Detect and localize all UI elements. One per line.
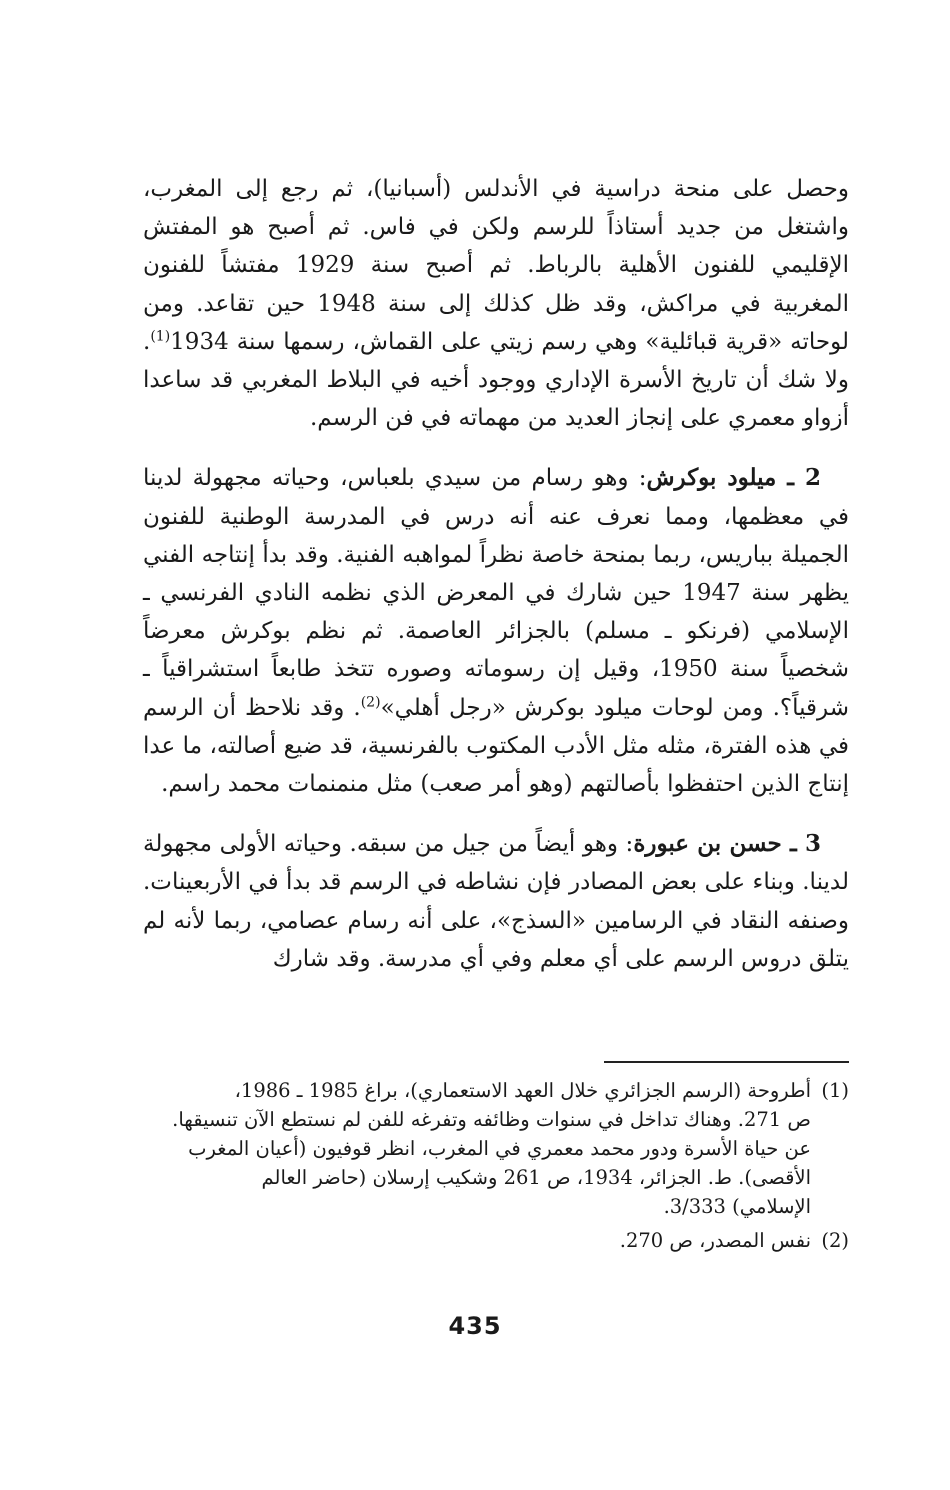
paragraph-1-text: وحصل على منحة دراسية في الأندلس (أسبانيا)، ثم رجع إلى المغرب، واشتغل من جديد أستاذاً للرسم ولكن في فاس. ثم أصبح هو المفتش الإقليمي للفنون الأهلية بالرباط. ثم أصبح سنة 1929 مفتشاً للفنون المغربية في مراكش، وقد ظل كذلك إلى سنة 1948 حين تقاعد. ومن لوحاته «قرية قبائلية» وهي رسم زيتي على القماش، رسمها سنة 1934 [143,176,850,355]
footnote-1-line-4: الأقصى). ط. الجزائر، 1934، ص 261 وشكيب إرسلان (حاضر العالم [261,1166,811,1189]
paragraph-1 [143,170,849,437]
footnote-2-text [143,1226,811,1255]
page-number: 435 [448,1312,502,1340]
main-text-body [143,170,849,1000]
paragraph-2-tail: . وقد نلاحظ أن الرسم في هذه الفترة، مثله مثل الأدب المكتوب بالفرنسية، قد ضيع أصالته، ما عدا إنتاج الذين احتفظوا بأصالتهم (وهو أمر صعب) مثل منمنمات محمد راسم. [143,694,849,798]
footnote-ref-1: (1) [150,328,171,345]
footnote-1 [143,1076,849,1221]
footnote-ref-2: (2) [360,693,381,710]
paragraph-3 [143,825,849,978]
footnote-separator [604,1061,849,1063]
paragraph-3-text: : وهو أيضاً من جيل من سبقه. وحياته الأولى مجهولة لدينا. وبناء على بعض المصادر فإن نشاطه في الرسم قد بدأ في الأربعينات. وصنفه النقاد في الرسامين «السذج»، على أنه رسام عصامي، ربما لأنه لم يتلق دروس الرسم على أي معلم وفي أي مدرسة. وقد شارك [143,831,849,972]
paragraph-3-heading: 3 ـ حسن بن عبورة [633,830,822,858]
paragraph-2-text: : وهو رسام من سيدي بلعباس، وحياته مجهولة لدينا في معظمها، ومما نعرف عنه أنه درس في المدرسة الوطنية للفنون الجميلة بباريس، ربما بمنحة خاصة نظراً لمواهبه الفنية. وقد بدأ إنتاجه الفني يظهر سنة 1947 حين شارك في المعرض الذي نظمه النادي الفرنسي ـ الإسلامي (فرنكو ـ مسلم) بالجزائر العاصمة. ثم نظم بوكرش معرضاً شخصياً سنة 1950، وقيل إن رسوماته وصوره تتخذ طابعاً استشراقياً ـ شرقياً؟. ومن لوحات ميلود بوكرش «رجل أهلي» [143,465,849,721]
paragraph-2 [143,459,849,803]
footnote-2 [143,1226,849,1255]
footnote-1-number: (1) [821,1079,849,1102]
footnote-1-line-3: عن حياة الأسرة ودور محمد معمري في المغرب، انظر قوفيون (أعيان المغرب [188,1137,811,1160]
footnote-1-line-2: ص 271. وهناك تداخل في سنوات وظائفه وتفرغه للفن لم نستطع الآن تنسيقها. [172,1108,811,1131]
footnote-2-number: (2) [821,1229,849,1252]
footnotes [143,1076,849,1260]
footnote-1-line-5: الإسلامي) 3/333. [663,1195,811,1218]
footnote-1-line-1: أطروحة (الرسم الجزائري خلال العهد الاستعماري)، براغ 1985 ـ 1986، [234,1079,811,1102]
paragraph-1-tail: . ولا شك أن تاريخ الأسرة الإداري ووجود أخيه في البلاط المغربي قد ساعدا أزواو معمري على إنجاز العديد من مهماته في فن الرسم. [143,328,849,432]
footnote-2-line-1: نفس المصدر، ص 270. [619,1229,811,1252]
paragraph-2-heading: 2 ـ ميلود بوكرش [646,464,821,492]
footnote-1-text [143,1076,811,1221]
